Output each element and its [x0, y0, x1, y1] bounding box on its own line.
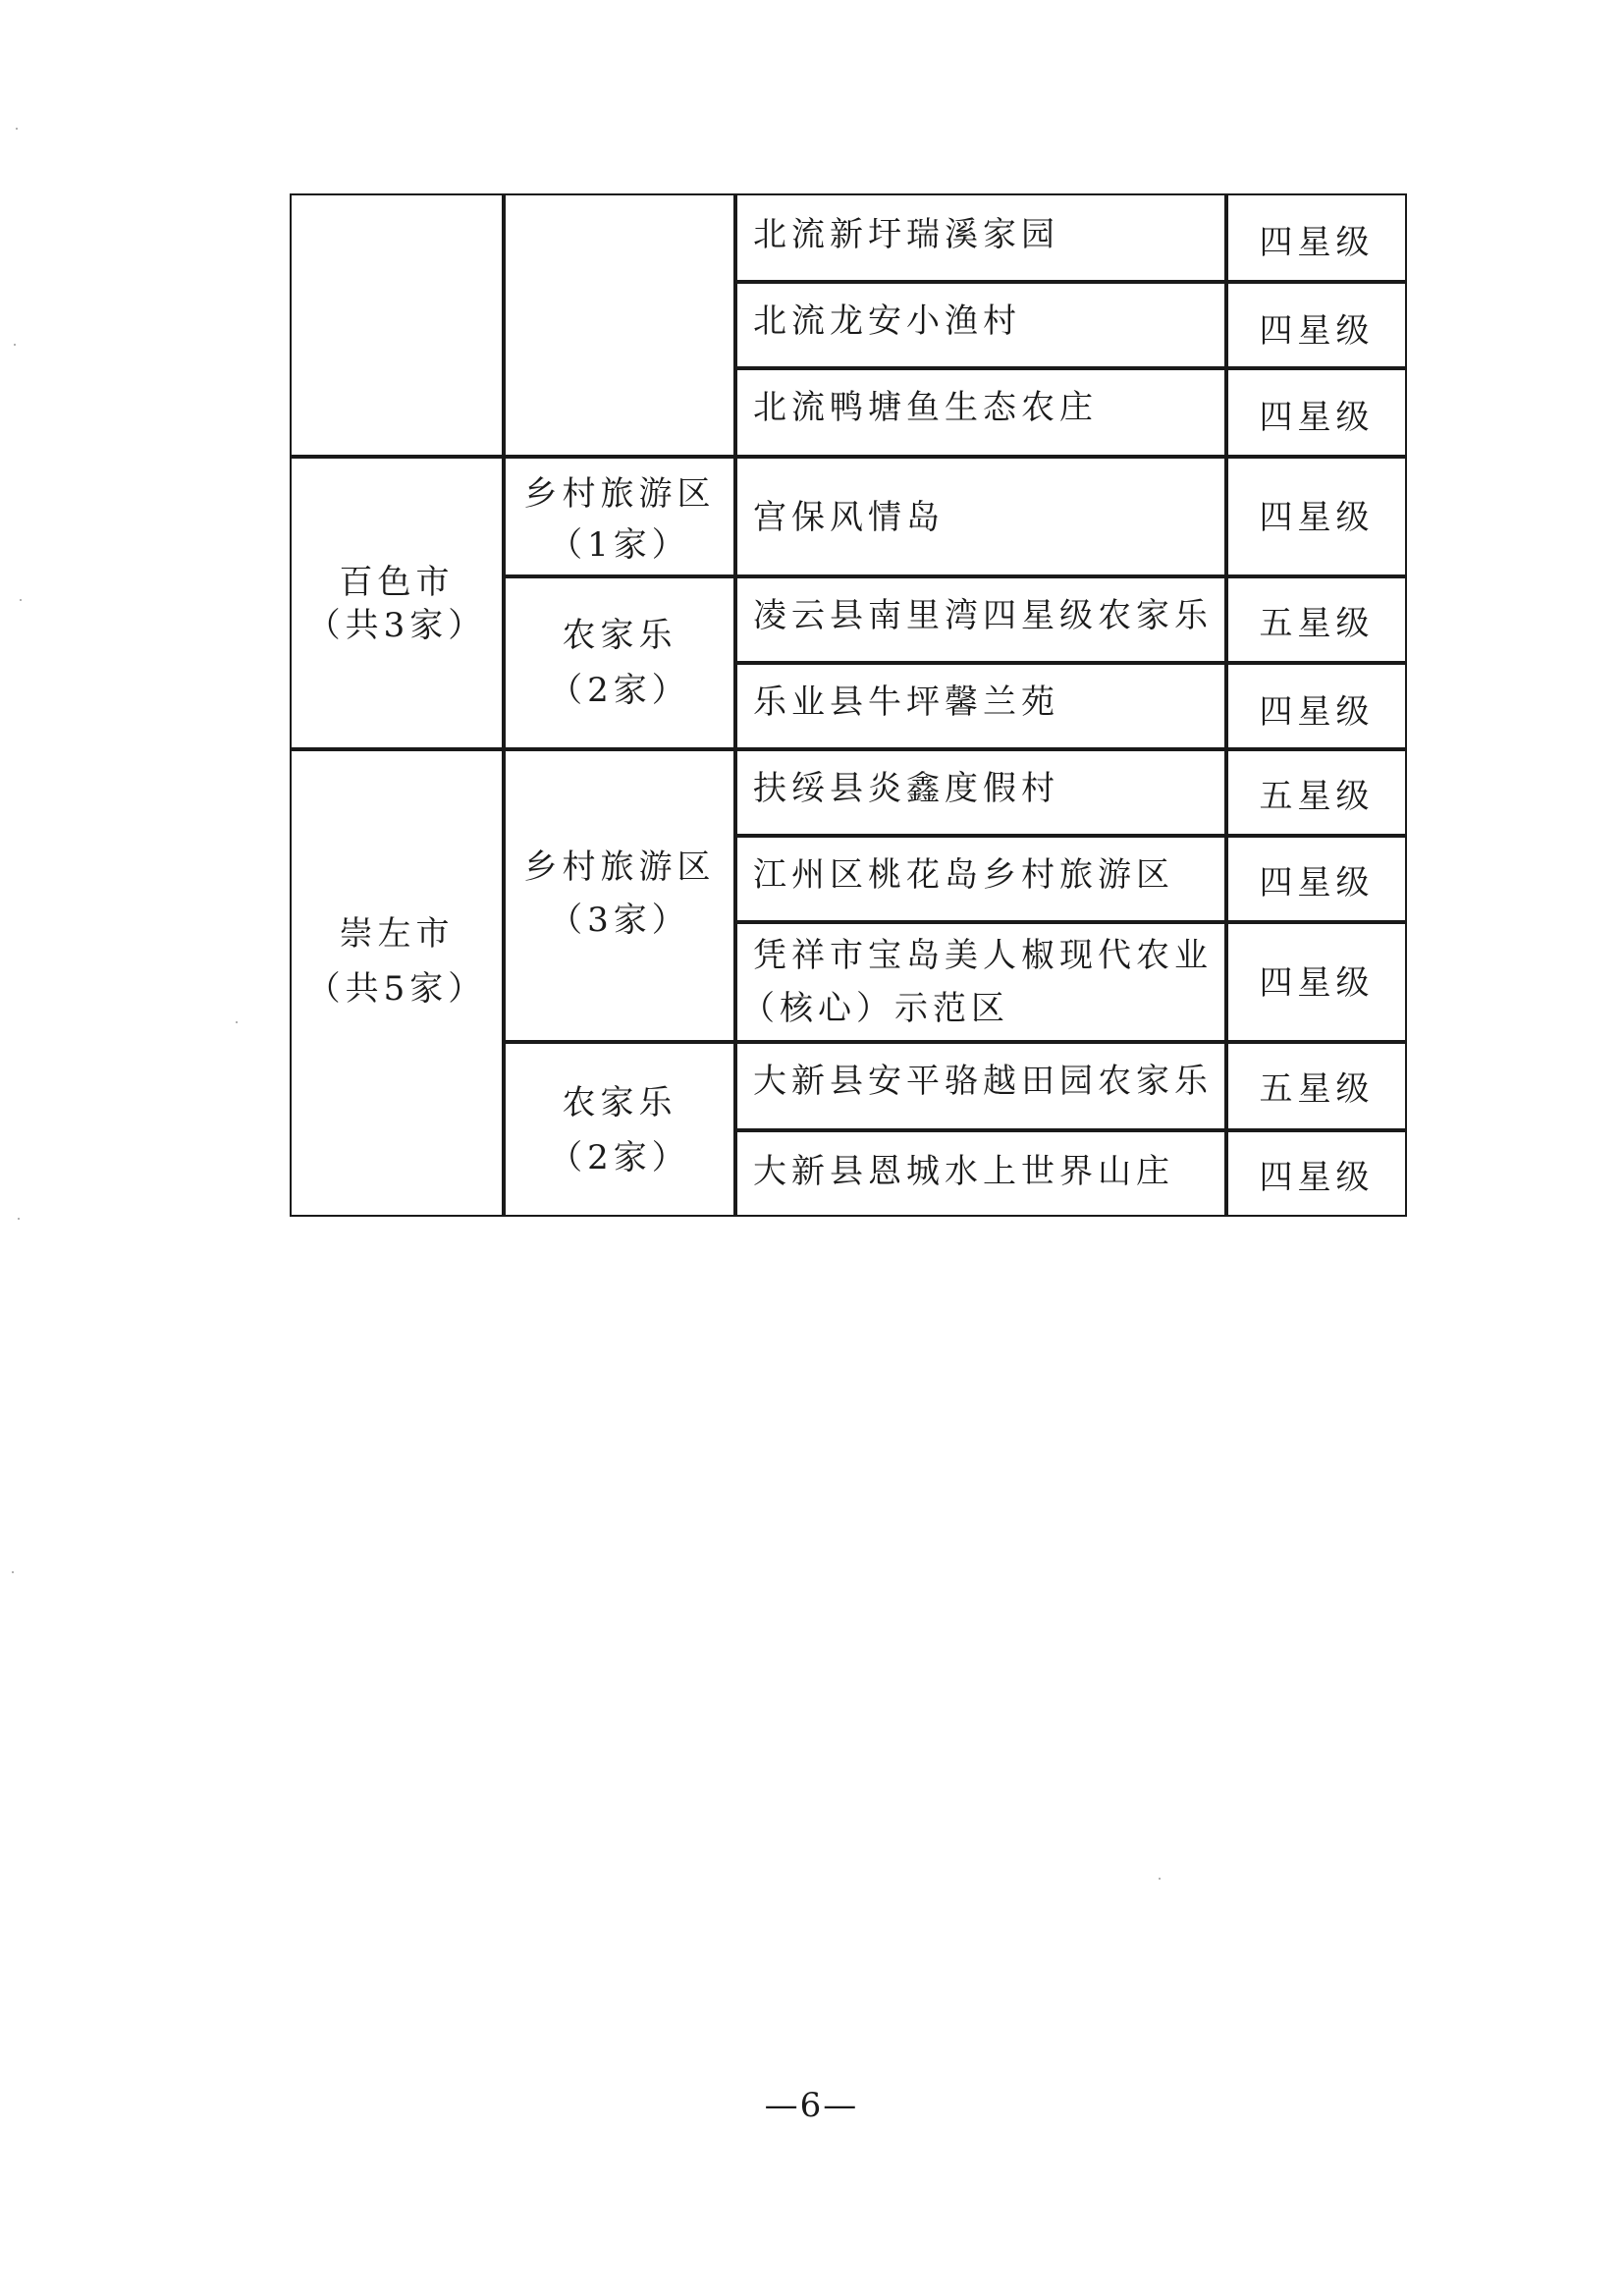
- table-row: [735, 1042, 1226, 1130]
- rating-level: 四星级: [1259, 223, 1375, 262]
- venue-name: 北流新圩瑞溪家园: [753, 215, 1059, 254]
- rating-level: 四星级: [1259, 1158, 1375, 1197]
- table-row: [735, 576, 1226, 663]
- scan-speck: [236, 1021, 238, 1023]
- venue-name: 大新县安平骆越田园农家乐: [753, 1062, 1213, 1101]
- venue-name: 北流鸭塘鱼生态农庄: [753, 388, 1098, 427]
- venue-name: 江州区桃花岛乡村旅游区: [753, 855, 1174, 895]
- rating-level: 四星级: [1259, 311, 1375, 351]
- rating-level: 五星级: [1259, 777, 1375, 816]
- scan-speck: [14, 344, 16, 346]
- star-rating-table: [291, 194, 1408, 1218]
- table-row: [735, 663, 1226, 749]
- category-count: （2家）: [549, 1138, 690, 1177]
- table-row: [735, 749, 1226, 836]
- rating-cell: [1226, 922, 1407, 1042]
- rating-cell: [1226, 663, 1407, 749]
- category-name: 乡村旅游区: [523, 847, 716, 887]
- rating-cell: [1226, 836, 1407, 922]
- category-cell-farm-stay: [504, 576, 735, 749]
- city-name: 崇左市: [339, 914, 455, 954]
- rating-level: 四星级: [1259, 692, 1375, 732]
- table-row: [735, 368, 1226, 457]
- category-count: （3家）: [549, 901, 690, 940]
- rating-level: 四星级: [1259, 963, 1375, 1003]
- category-cell-farm-stay: [504, 1042, 735, 1217]
- page-number: —6—: [764, 2086, 859, 2125]
- venue-name-line-1: 凭祥市宝岛美人椒现代农业: [753, 936, 1213, 975]
- table-row: [735, 193, 1226, 282]
- category-cell-rural-area: [504, 457, 735, 576]
- scan-speck: [12, 1571, 14, 1573]
- rating-cell: [1226, 1042, 1407, 1130]
- category-count: （1家）: [549, 525, 690, 565]
- rating-level: 四星级: [1259, 863, 1375, 902]
- rating-cell: [1226, 1130, 1407, 1217]
- city-count: （共5家）: [306, 969, 487, 1009]
- category-name: 乡村旅游区: [523, 474, 716, 514]
- city-count: （共3家）: [306, 606, 487, 645]
- city-name: 百色市: [339, 563, 455, 602]
- city-cell-chongzuo: [290, 749, 504, 1217]
- rating-level: 五星级: [1259, 604, 1375, 643]
- table-row: [735, 1130, 1226, 1217]
- table-row: [735, 836, 1226, 922]
- venue-name: 扶绥县炎鑫度假村: [753, 769, 1059, 808]
- venue-name: 凌云县南里湾四星级农家乐: [753, 596, 1213, 635]
- rating-cell: [1226, 282, 1407, 368]
- table-row: [735, 922, 1226, 1042]
- scan-speck: [16, 128, 18, 130]
- rating-cell: [1226, 193, 1407, 282]
- venue-name-line-2: （核心）示范区: [741, 989, 1009, 1028]
- category-name: 农家乐: [562, 1083, 677, 1122]
- city-cell-baise: [290, 457, 504, 749]
- rating-cell: [1226, 576, 1407, 663]
- scan-speck: [18, 1218, 20, 1220]
- rating-level: 五星级: [1259, 1069, 1375, 1109]
- category-name: 农家乐: [562, 616, 677, 655]
- category-count: （2家）: [549, 671, 690, 710]
- venue-name: 北流龙安小渔村: [753, 301, 1021, 341]
- category-cell-empty: [504, 193, 735, 457]
- table-row: [735, 282, 1226, 368]
- rating-cell: [1226, 457, 1407, 576]
- scan-speck: [20, 599, 22, 601]
- venue-name: 乐业县牛坪馨兰苑: [753, 683, 1059, 722]
- rating-level: 四星级: [1259, 498, 1375, 537]
- venue-name: 宫保风情岛: [753, 498, 945, 537]
- rating-cell: [1226, 749, 1407, 836]
- table-row: [735, 457, 1226, 576]
- rating-level: 四星级: [1259, 398, 1375, 437]
- venue-name: 大新县恩城水上世界山庄: [753, 1152, 1174, 1191]
- city-cell-empty: [290, 193, 504, 457]
- scan-speck: [1159, 1878, 1161, 1880]
- rating-cell: [1226, 368, 1407, 457]
- category-cell-rural-area: [504, 749, 735, 1042]
